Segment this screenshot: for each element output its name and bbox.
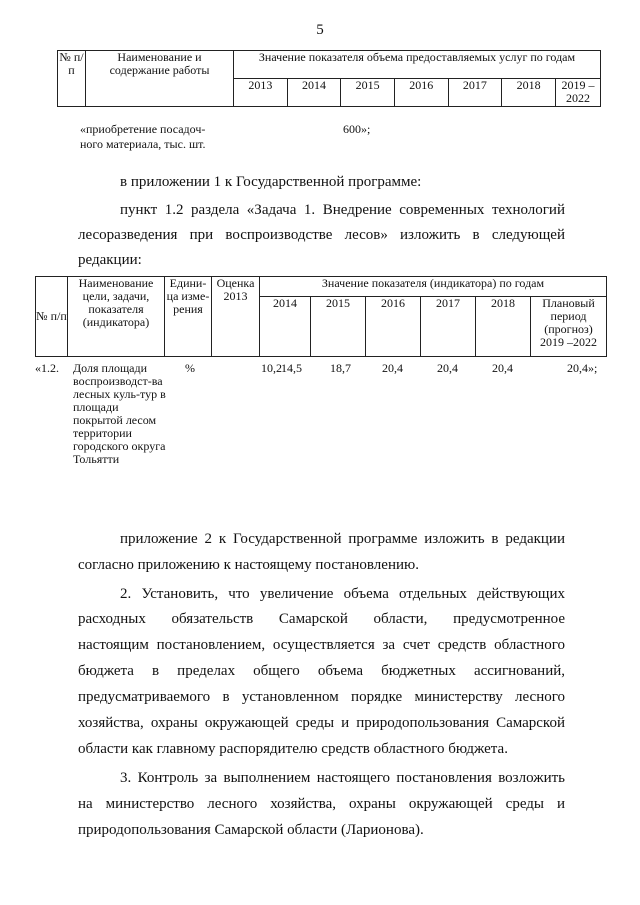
- year-cell: 2013: [234, 79, 288, 107]
- year-cell: 2017: [448, 79, 502, 107]
- page-number: 5: [316, 22, 324, 38]
- row-name: Доля площади воспроизводст-ва лесных куль-тур в площади покрытой лесом территории городского округа Тольятти: [73, 361, 166, 466]
- row-value: 20,4: [492, 361, 513, 375]
- tail-line: «приобретение посадоч-: [80, 122, 206, 136]
- text-line: 3. Контроль за выполнением настоящего постановления возложить: [120, 770, 565, 786]
- row-value: 20,4: [382, 361, 403, 375]
- row-unit: %: [185, 361, 195, 375]
- text-line: пункт 1.2 раздела «Задача 1. Внедрение современных технологий: [120, 202, 565, 218]
- year-cell: 2014: [287, 79, 341, 107]
- col-values: Значение показателя (индикатора) по годам: [260, 277, 607, 297]
- col-no: № п/п: [36, 277, 68, 357]
- year-cell: 2018: [502, 79, 556, 107]
- text-line: хозяйства, охраны окружающей среды и природопользования Самарской: [78, 715, 565, 731]
- text-line: настоящим постановлением, осуществляется за счет средств областного: [78, 637, 565, 653]
- row-estimate: 10,2: [261, 361, 282, 375]
- year-cell: 2016: [366, 297, 421, 357]
- services-table: [57, 50, 601, 107]
- text-line: области как главному распорядителю средств областного бюджета.: [78, 741, 508, 757]
- indicator-table: [35, 276, 607, 357]
- text-line: в приложении 1 к Государственной программе:: [120, 174, 422, 190]
- col-unit: Едини-ца изме-рения: [165, 277, 212, 357]
- text-line: предусматриваемого в установленном порядке министерству лесного: [78, 689, 565, 705]
- text-line: согласно приложению к настоящему постановлению.: [78, 557, 419, 573]
- plan-period-cell: Плановый период (прогноз) 2019 –2022: [531, 297, 607, 357]
- text-line: 2. Установить, что увеличение объема отдельных действующих: [120, 586, 565, 602]
- year-cell: 2018: [476, 297, 531, 357]
- text-line: расходных обязательств Самарской области, предусмотренное: [78, 611, 565, 627]
- text-line: на министерство лесного хозяйства, охраны окружающей среды и: [78, 796, 565, 812]
- year-cell: 2015: [341, 79, 395, 107]
- row-value: 18,7: [330, 361, 351, 375]
- year-cell: 2016: [394, 79, 448, 107]
- row-value: 20,4: [437, 361, 458, 375]
- col-estimate: Оценка 2013: [212, 277, 260, 357]
- year-cell: 2015: [311, 297, 366, 357]
- text-line: редакции:: [78, 252, 142, 268]
- tail-line: ного материала, тыс. шт.: [80, 137, 206, 151]
- row-plan: 20,4»;: [567, 361, 598, 375]
- text-line: приложение 2 к Государственной программе изложить в редакции: [120, 531, 565, 547]
- year-cell: 2014: [260, 297, 311, 357]
- col-name: Наименование и содержание работы: [86, 51, 234, 107]
- col-name: Наименование цели, задачи, показателя (индикатора): [68, 277, 165, 357]
- col-values: Значение показателя объема предоставляемых услуг по годам: [234, 51, 601, 79]
- text-line: лесоразведения при воспроизводстве лесов» изложить в следующей: [78, 227, 565, 243]
- text-line: природопользования Самарской области (Ларионова).: [78, 822, 424, 838]
- text-line: бюджета в пределах общего объема бюджетных ассигнований,: [78, 663, 565, 679]
- table1-tail-label: [80, 122, 206, 152]
- year-cell: 2017: [421, 297, 476, 357]
- year-cell: 2019 – 2022: [556, 79, 601, 107]
- table1-tail-value: 600»;: [343, 122, 371, 136]
- col-no: № п/п: [58, 51, 86, 107]
- row-value: 14,5: [281, 361, 302, 375]
- row-no: «1.2.: [35, 361, 59, 375]
